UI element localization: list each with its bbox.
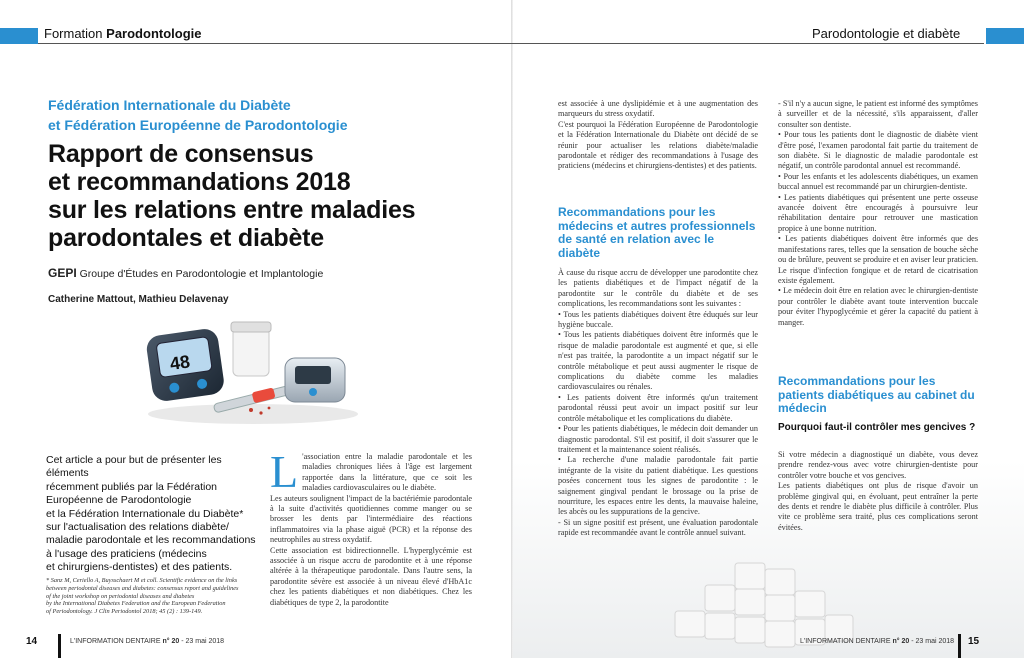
header-topic: Parodontologie bbox=[106, 26, 202, 41]
page-number-right: 15 bbox=[968, 636, 980, 647]
bullet-item: • Les patients doivent être informés qu'un traitement parodontal réussi peut avoir un impact positif sur leur contrôle métabolique et les complications du diabète. bbox=[558, 392, 758, 423]
bullet-item: • Les patients diabétiques qui présentent une perte osseuse avancée doivent être encouragés à poursuivre leur réhabilitation dentaire pour retrouver une mastication propice à une bonne nutrition. bbox=[778, 192, 978, 233]
organization-line: Fédération Internationale du Diabète bbox=[48, 97, 291, 113]
journal-name: L'INFORMATION DENTAIRE bbox=[800, 638, 891, 645]
header-accent-bar-left bbox=[0, 28, 38, 44]
footer-journal-left bbox=[70, 638, 224, 645]
organization-line: et Fédération Européenne de Parodontologie bbox=[48, 117, 348, 133]
title-line: Rapport de consensus bbox=[48, 140, 314, 168]
intro-line: et chirurgiens-dentistes) et des patients. bbox=[46, 561, 233, 574]
organization bbox=[48, 95, 468, 135]
intro-line: maladie parodontale et les recommandations bbox=[46, 534, 256, 547]
footer-bar-left bbox=[58, 634, 61, 658]
title-line: sur les relations entre maladies bbox=[48, 196, 416, 224]
body-paragraph: Si votre médecin a diagnostiqué un diabète, vous devez prendre rendez-vous avec votre chirurgien-dentiste pour contrôler votre bouche et vos gencives. bbox=[778, 450, 978, 480]
body-column-1 bbox=[270, 446, 472, 608]
issue-date: - 23 mai 2018 bbox=[181, 638, 225, 645]
bullet-item: • Les patients diabétiques doivent être informés que des manifestations rares, telles que la sensation de bouche sèche ou de brûlure, peuvent se produire et en aviser leur praticien. Le risque d'infection fongique et de retard de cicatrisation existe également. bbox=[778, 234, 978, 285]
issue-date: - 23 mai 2018 bbox=[911, 638, 955, 645]
intro-line: Cet article a pour but de présenter les éléments bbox=[46, 454, 222, 480]
body-column-3-bottom bbox=[778, 450, 978, 533]
journal-name: L'INFORMATION DENTAIRE bbox=[70, 638, 161, 645]
body-column-2-top bbox=[558, 99, 758, 172]
bullet-item: • Pour les enfants et les adolescents diabétiques, un examen buccal annuel est recommandé par un chirurgien-dentiste. bbox=[778, 171, 978, 192]
footer-bar-right bbox=[958, 634, 961, 658]
page-number-left: 14 bbox=[26, 636, 38, 647]
paragraph-text: 'association entre la maladie parodontale et les maladies chroniques liées à l'âge est largement rapportée dans la littérature, que ce soit les maladies cardiovasculaires ou le diabète. bbox=[302, 452, 472, 493]
footnote-line: of Periodontology. J Clin Periodontol 2018; 45 (2) : 139-149. bbox=[46, 608, 203, 616]
body-column-2 bbox=[558, 268, 758, 539]
drop-cap: L bbox=[270, 446, 299, 497]
meter-reading: 48 bbox=[168, 351, 192, 374]
intro-line: Européenne de Parodontologie bbox=[46, 494, 192, 507]
intro-line: sur l'actualisation des relations diabète/ bbox=[46, 521, 229, 534]
footnote bbox=[46, 577, 258, 616]
intro-line: à l'usage des praticiens (médecins bbox=[46, 547, 207, 560]
bullet-item: • Pour les patients diabétiques, le médecin doit demander un diagnostic parodontal. S'il est positif, il doit s'assurer que le traitement et la maintenance soient réalisés. bbox=[558, 424, 758, 454]
title-line: et recommandations 2018 bbox=[48, 168, 351, 196]
bullet-item: - S'il n'y a aucun signe, le patient est informé des symptômes à surveiller et de la nécessité, s'ils apparaissent, d'aller consulter son dentiste. bbox=[778, 99, 978, 129]
header-left bbox=[44, 26, 202, 41]
bullet-item: • Le médecin doit être en relation avec le chirurgien-dentiste pour contrôler le diabète avant toute intervention buccale pour éviter l'hypoglycémie et gérer la capacité du patient à manger. bbox=[778, 286, 978, 327]
intro-line: et la Fédération Internationale du Diabète* bbox=[46, 507, 244, 520]
body-paragraph: Cette association est bidirectionnelle. L'hyperglycémie est associée à un risque accru de parodontite et à une réponse altérée à la thérapeutique parodontale. Dans l'autre sens, la parodontite sévère est associée à un niveau élevé d'HbA1c chez les patients diabétiques et non diabétiques. Chez les diabétiques de type 2, la parodontite bbox=[270, 545, 472, 607]
body-paragraph: est associée à une dyslipidémie et à une augmentation des marqueurs du stress oxydatif. bbox=[558, 99, 758, 119]
footnote-line: of the joint workshop on periodontal diseases and diabetes bbox=[46, 592, 195, 600]
issue-number: n° 20 bbox=[162, 638, 180, 645]
article-title bbox=[48, 140, 478, 252]
bullet-item: • Tous les patients diabétiques doivent être éduqués sur leur hygiène buccale. bbox=[558, 309, 758, 330]
body-paragraph: Les patients diabétiques ont plus de risque d'avoir un problème gingival qui, en évoluant, peut entraîner la perte des dents et rendre le diabète plus difficile à contrôler. Plus vite ce problème sera traité, plus ces complications seront évitées. bbox=[778, 481, 978, 532]
header-rule-left bbox=[38, 43, 512, 44]
section-heading-professionals: Recommandations pour les médecins et autres professionnels de santé en relation avec le diabète bbox=[558, 205, 756, 260]
footnote-line: by the International Diabetes Federation and the European Federation bbox=[46, 600, 226, 608]
body-paragraph: C'est pourquoi la Fédération Européenne de Parodontologie et la Fédération Internationale du Diabète ont décidé de se réunir pour actualiser les relations diabète/maladie parodontale et rédiger des recommandations à l'usage des praticiens (médecins et chirurgiens-dentistes) et des patients. bbox=[558, 119, 758, 171]
glucometer-photo bbox=[135, 318, 360, 430]
intro-line: récemment publiés par la Fédération bbox=[46, 480, 218, 493]
page-spine bbox=[511, 0, 513, 658]
body-paragraph: À cause du risque accru de développer une parodontite chez les patients diabétiques et de l'impact négatif de la parodontite sur le contrôle du diabète et de ses complications, les recommandations sont les suivantes : bbox=[558, 268, 758, 309]
footer-journal-right bbox=[800, 638, 954, 645]
article-intro bbox=[46, 454, 258, 575]
header-right: Parodontologie et diabète bbox=[812, 26, 961, 41]
header-rule-right bbox=[512, 43, 984, 44]
subheading-gums: Pourquoi faut-il contrôler mes gencives ? bbox=[778, 422, 976, 433]
group-name: Groupe d'Études en Parodontologie et Implantologie bbox=[79, 268, 324, 280]
issue-number: n° 20 bbox=[892, 638, 910, 645]
authors: Catherine Mattout, Mathieu Delavenay bbox=[48, 294, 229, 305]
section-heading-patients: Recommandations pour les patients diabétiques au cabinet du médecin bbox=[778, 374, 975, 415]
group-acronym: GEPI bbox=[48, 266, 77, 280]
bullet-item: • La recherche d'une maladie parodontale fait partie intégrante de la visite du patient diabétique. Les questions posées concernent tous les signes de parodontite : le saignement gingival pendant le brossage ou la prise de nourriture, les espaces entre les dents, la mauvaise haleine, les abcès ou les suppurations de la gencive. bbox=[558, 455, 758, 517]
group-affiliation bbox=[48, 266, 323, 280]
bullet-item: • Pour tous les patients dont le diagnostic de diabète vient d'être posé, l'examen parodontal fait partie du traitement de son diabète. Si le diagnostic de maladie parodontale est négatif, un contrôle parodontal annuel est recommandé. bbox=[778, 130, 978, 171]
title-line: parodontales et diabète bbox=[48, 224, 325, 252]
bullet-item: • Tous les patients diabétiques doivent être informés que le risque de maladie parodontale est augmenté et que, si elle n'est pas traitée, la parodontite a un impact négatif sur le contrôle métabolique et peut aussi augmenter le risque de complications du diabète comme les maladies cardiovasculaires ou rénales. bbox=[558, 330, 758, 392]
body-paragraph: Les auteurs soulignent l'impact de la bactériémie parodontale à la suite d'activités quotidiennes comme manger ou se brosser les dents par l'intermédiaire des réactions inflammatoires via la phase aiguë (PCR) et la réponse des neutrophiles au stress oxydatif. bbox=[270, 493, 472, 545]
footnote-line: between periodontal diseases and diabetes: consensus report and guidelines bbox=[46, 584, 239, 592]
header-section: Formation bbox=[44, 26, 103, 41]
header-accent-bar-right bbox=[986, 28, 1024, 44]
body-paragraph bbox=[270, 446, 472, 497]
bullet-item: - Si un signe positif est présent, une évaluation parodontale rapide est recommandée avant le contrôle annuel suivant. bbox=[558, 517, 758, 538]
footnote-line: * Sanz M, Ceriello A, Buysschaert M et coll. Scientific evidence on the links bbox=[46, 577, 238, 584]
body-column-3 bbox=[778, 99, 978, 328]
